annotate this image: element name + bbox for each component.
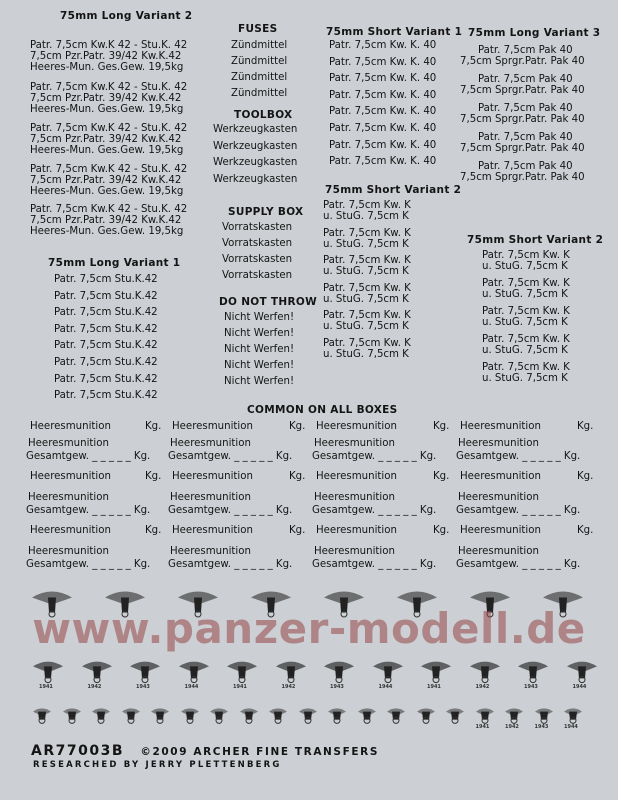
long-v1-item: Patr. 7,5cm Stu.K.42 [54,290,158,302]
eagle-icon [326,706,348,734]
long-v3-line: 7,5cm Sprgr.Patr. Pak 40 [460,114,585,125]
eagle-icon [297,706,319,734]
gesamtgewicht-label: Gesamtgew. _ _ _ _ _ Kg. [168,505,293,516]
heeresmunition-label: Heeresmunition [28,546,109,557]
gesamtgewicht-label: Gesamtgew. _ _ _ _ _ Kg. [312,559,437,570]
short-variant-2a-title: 75mm Short Variant 2 [325,184,462,196]
short-v2a-line: u. StuG. 7,5cm K [323,266,409,277]
short-variant-1-title: 75mm Short Variant 1 [326,26,463,38]
eagle-year: 1944 [378,684,393,690]
nothrow-item: Nicht Werfen! [224,312,295,323]
heeresmunition-label: Heeresmunition [30,525,111,536]
eagle-year: 1943 [136,684,150,690]
short-v1-item: Patr. 7,5cm Kw. K. 40 [329,89,437,101]
heeresmunition-label: Heeresmunition [458,492,539,503]
supply-item: Vorratskasten [222,270,293,281]
short-v2b-line: u. StuG. 7,5cm K [482,261,568,272]
heeresmunition-label: Heeresmunition [314,492,395,503]
long-v1-item: Patr. 7,5cm Stu.K.42 [54,357,158,368]
gesamtgewicht-label: Gesamtgew. _ _ _ _ _ Kg. [456,451,581,462]
eagle-icon [90,706,112,734]
eagle-year: 1941 [427,684,441,690]
heeresmunition-label: Heeresmunition [316,421,397,432]
long-v3-line: Patr. 7,5cm Pak 40 [478,161,573,172]
kg-label: Kg. [433,471,450,482]
short-v1-item: Patr. 7,5cm Kw. K. 40 [329,123,437,134]
fuses-title: FUSES [238,23,278,35]
eagle-year: 1943 [524,684,538,690]
short-v2a-line: u. StuG. 7,5cm K [323,348,409,360]
short-v2a-line: Patr. 7,5cm Kw. K [323,310,411,321]
kg-label: Kg. [145,525,162,536]
short-v2b-line: u. StuG. 7,5cm K [482,345,568,356]
long-v2-line: Heeres-Mun. Ges.Gew. 19,5kg [30,62,184,73]
long-v3-line: 7,5cm Sprgr.Patr. Pak 40 [460,172,585,183]
short-v2b-line: u. StuG. 7,5cm K [482,317,568,328]
eagle-icon [61,706,83,734]
long-v3-line: Patr. 7,5cm Pak 40 [478,74,573,85]
heeresmunition-label: Heeresmunition [460,421,541,432]
long-v2-line: Patr. 7,5cm Kw.K 42 - Stu.K. 42 [30,123,188,134]
long-v2-line: Patr. 7,5cm Kw.K 42 - Stu.K. 42 [30,164,188,175]
eagle-icon [179,706,201,734]
long-v3-line: Patr. 7,5cm Pak 40 [478,103,573,114]
nothrow-item: Nicht Werfen! [224,344,295,355]
heeresmunition-label: Heeresmunition [172,471,253,482]
supply-item: Vorratskasten [222,222,293,233]
kg-label: Kg. [145,421,162,432]
short-v2a-line: u. StuG. 7,5cm K [323,211,409,222]
eagle-year: 1941 [233,684,247,690]
heeresmunition-label: Heeresmunition [316,471,397,482]
gesamtgewicht-label: Gesamtgew. _ _ _ _ _ Kg. [168,451,293,462]
eagle-year: 1943 [330,684,344,690]
long-v2-line: Patr. 7,5cm Kw.K 42 - Stu.K. 42 [30,40,188,51]
long-v1-item: Patr. 7,5cm Stu.K.42 [54,323,158,335]
kg-label: Kg. [145,471,162,482]
fuses-item: Zündmittel [231,56,288,67]
heeresmunition-label: Heeresmunition [172,421,253,432]
long-v2-line: 7,5cm Pzr.Patr. 39/42 Kw.K.42 [30,93,182,104]
heeresmunition-label: Heeresmunition [458,438,539,449]
short-v2a-line: Patr. 7,5cm Kw. K [323,282,411,294]
copyright: ©2009 ARCHER FINE TRANSFERS [140,746,379,758]
long-v2-line: Heeres-Mun. Ges.Gew. 19,5kg [30,186,184,197]
long-v3-line: 7,5cm Sprgr.Patr. Pak 40 [460,143,585,154]
eagle-icon [356,706,378,734]
supply-item: Vorratskasten [222,254,293,265]
short-v1-item: Patr. 7,5cm Kw. K. 40 [329,56,437,68]
long-v2-line: Patr. 7,5cm Kw.K 42 - Stu.K. 42 [30,204,188,215]
long-v1-item: Patr. 7,5cm Stu.K.42 [54,274,158,285]
heeresmunition-label: Heeresmunition [314,438,395,449]
footer-code-line [31,743,379,759]
kg-label: Kg. [433,525,450,536]
short-v1-item: Patr. 7,5cm Kw. K. 40 [329,73,437,85]
eagle-year: 1942 [505,724,519,730]
eagle-year: 1944 [184,684,199,690]
short-v2a-line: u. StuG. 7,5cm K [323,238,409,250]
long-v1-item: Patr. 7,5cm Stu.K.42 [54,390,158,402]
short-v1-item: Patr. 7,5cm Kw. K. 40 [329,106,437,118]
long-v1-item: Patr. 7,5cm Stu.K.42 [54,340,158,352]
short-v2b-line: Patr. 7,5cm Kw. K [482,334,570,345]
short-v2b-line: u. StuG. 7,5cm K [482,289,568,300]
heeresmunition-label: Heeresmunition [170,546,251,557]
researched-by: RESEARCHED BY JERRY PLETTENBERG [33,760,282,770]
long-v1-item: Patr. 7,5cm Stu.K.42 [54,373,158,385]
eagle-icon [31,706,53,734]
short-v2a-line: u. StuG. 7,5cm K [323,293,409,305]
toolbox-item: Werkzeugkasten [213,173,298,185]
fuses-item: Zündmittel [231,40,288,51]
toolbox-item: Werkzeugkasten [213,124,298,135]
eagle-icon [238,706,260,734]
gesamtgewicht-label: Gesamtgew. _ _ _ _ _ Kg. [168,559,293,570]
long-v2-line: 7,5cm Pzr.Patr. 39/42 Kw.K.42 [30,134,182,145]
heeresmunition-label: Heeresmunition [30,421,111,432]
long-v3-line: Patr. 7,5cm Pak 40 [478,45,573,56]
long-v2-line: Heeres-Mun. Ges.Gew. 19,5kg [30,226,184,237]
eagle-year: 1942 [281,684,296,690]
nothrow-item: Nicht Werfen! [224,360,295,371]
short-v1-item: Patr. 7,5cm Kw. K. 40 [329,156,437,168]
fuses-item: Zündmittel [231,72,288,83]
short-v1-item: Patr. 7,5cm Kw. K. 40 [329,139,437,151]
long-v2-line: Heeres-Mun. Ges.Gew. 19,5kg [30,104,184,115]
eagle-icon [120,706,142,734]
long-v3-line: 7,5cm Sprgr.Patr. Pak 40 [460,85,585,96]
watermark: www.panzer-modell.de [32,604,586,653]
do-not-throw-title: DO NOT THROW [219,296,317,308]
eagle-year: 1944 [564,724,578,730]
kg-label: Kg. [577,421,594,432]
heeresmunition-label: Heeresmunition [314,546,395,557]
toolbox-title: TOOLBOX [234,109,293,121]
eagle-year: 1941 [475,724,490,730]
gesamtgewicht-label: Gesamtgew. _ _ _ _ _ Kg. [312,451,437,462]
supply-item: Vorratskasten [222,238,293,249]
heeresmunition-label: Heeresmunition [316,525,397,536]
long-variant-1-title: 75mm Long Variant 1 [48,257,181,269]
heeresmunition-label: Heeresmunition [458,546,539,557]
eagle-year: 1942 [475,684,490,690]
short-v2a-line: Patr. 7,5cm Kw. K [323,255,411,266]
toolbox-item: Werkzeugkasten [213,140,298,152]
heeresmunition-label: Heeresmunition [460,471,541,482]
short-v2a-line: u. StuG. 7,5cm K [323,321,409,332]
long-v2-line: 7,5cm Pzr.Patr. 39/42 Kw.K.42 [30,51,182,62]
eagle-icon [267,706,289,734]
eagle-icon [444,706,466,734]
nothrow-item: Nicht Werfen! [224,328,295,339]
gesamtgewicht-label: Gesamtgew. _ _ _ _ _ Kg. [26,559,151,570]
eagle-year: 1942 [87,684,102,690]
heeresmunition-label: Heeresmunition [28,438,109,449]
long-v2-line: 7,5cm Pzr.Patr. 39/42 Kw.K.42 [30,175,182,186]
short-v2b-line: Patr. 7,5cm Kw. K [482,306,570,317]
kg-label: Kg. [289,471,306,482]
long-variant-3-title: 75mm Long Variant 3 [468,27,601,39]
gesamtgewicht-label: Gesamtgew. _ _ _ _ _ Kg. [26,451,151,462]
eagle-icon [208,706,230,734]
short-v2b-line: Patr. 7,5cm Kw. K [482,250,570,261]
short-v2a-line: Patr. 7,5cm Kw. K [323,200,411,211]
long-v2-line: Patr. 7,5cm Kw.K 42 - Stu.K. 42 [30,82,188,93]
gesamtgewicht-label: Gesamtgew. _ _ _ _ _ Kg. [26,505,151,516]
long-v2-line: 7,5cm Pzr.Patr. 39/42 Kw.K.42 [30,215,182,226]
heeresmunition-label: Heeresmunition [170,438,251,449]
heeresmunition-label: Heeresmunition [170,492,251,503]
short-v2b-line: Patr. 7,5cm Kw. K [482,278,570,289]
heeresmunition-label: Heeresmunition [30,471,111,482]
long-v3-line: 7,5cm Sprgr.Patr. Pak 40 [460,56,585,67]
eagle-year: 1944 [572,684,587,690]
eagle-icon [149,706,171,734]
long-v3-line: Patr. 7,5cm Pak 40 [478,132,573,143]
long-v2-line: Heeres-Mun. Ges.Gew. 19,5kg [30,145,184,156]
fuses-item: Zündmittel [231,88,288,99]
long-variant-2-title: 75mm Long Variant 2 [60,10,193,22]
kg-label: Kg. [577,525,594,536]
kg-label: Kg. [289,421,306,432]
kg-label: Kg. [289,525,306,536]
supply-box-title: SUPPLY BOX [228,206,304,218]
short-v1-item: Patr. 7,5cm Kw. K. 40 [329,40,437,51]
common-title: COMMON ON ALL BOXES [247,404,398,416]
short-v2a-line: Patr. 7,5cm Kw. K [323,227,411,239]
nothrow-item: Nicht Werfen! [224,376,295,387]
short-v2b-line: Patr. 7,5cm Kw. K [482,362,570,373]
kg-label: Kg. [433,421,450,432]
short-variant-2b-title: 75mm Short Variant 2 [467,234,604,246]
eagle-icon [415,706,437,734]
short-v2a-line: Patr. 7,5cm Kw. K [323,337,411,349]
eagle-year: 1941 [39,684,53,690]
product-code: AR77003B [31,743,124,759]
toolbox-item: Werkzeugkasten [213,157,298,168]
heeresmunition-label: Heeresmunition [460,525,541,536]
heeresmunition-label: Heeresmunition [28,492,109,503]
eagle-year: 1943 [534,724,549,730]
short-v2b-line: u. StuG. 7,5cm K [482,373,568,384]
gesamtgewicht-label: Gesamtgew. _ _ _ _ _ Kg. [456,505,581,516]
kg-label: Kg. [577,471,594,482]
gesamtgewicht-label: Gesamtgew. _ _ _ _ _ Kg. [312,505,437,516]
long-v1-item: Patr. 7,5cm Stu.K.42 [54,307,158,319]
eagle-icon [385,706,407,734]
heeresmunition-label: Heeresmunition [172,525,253,536]
gesamtgewicht-label: Gesamtgew. _ _ _ _ _ Kg. [456,559,581,570]
